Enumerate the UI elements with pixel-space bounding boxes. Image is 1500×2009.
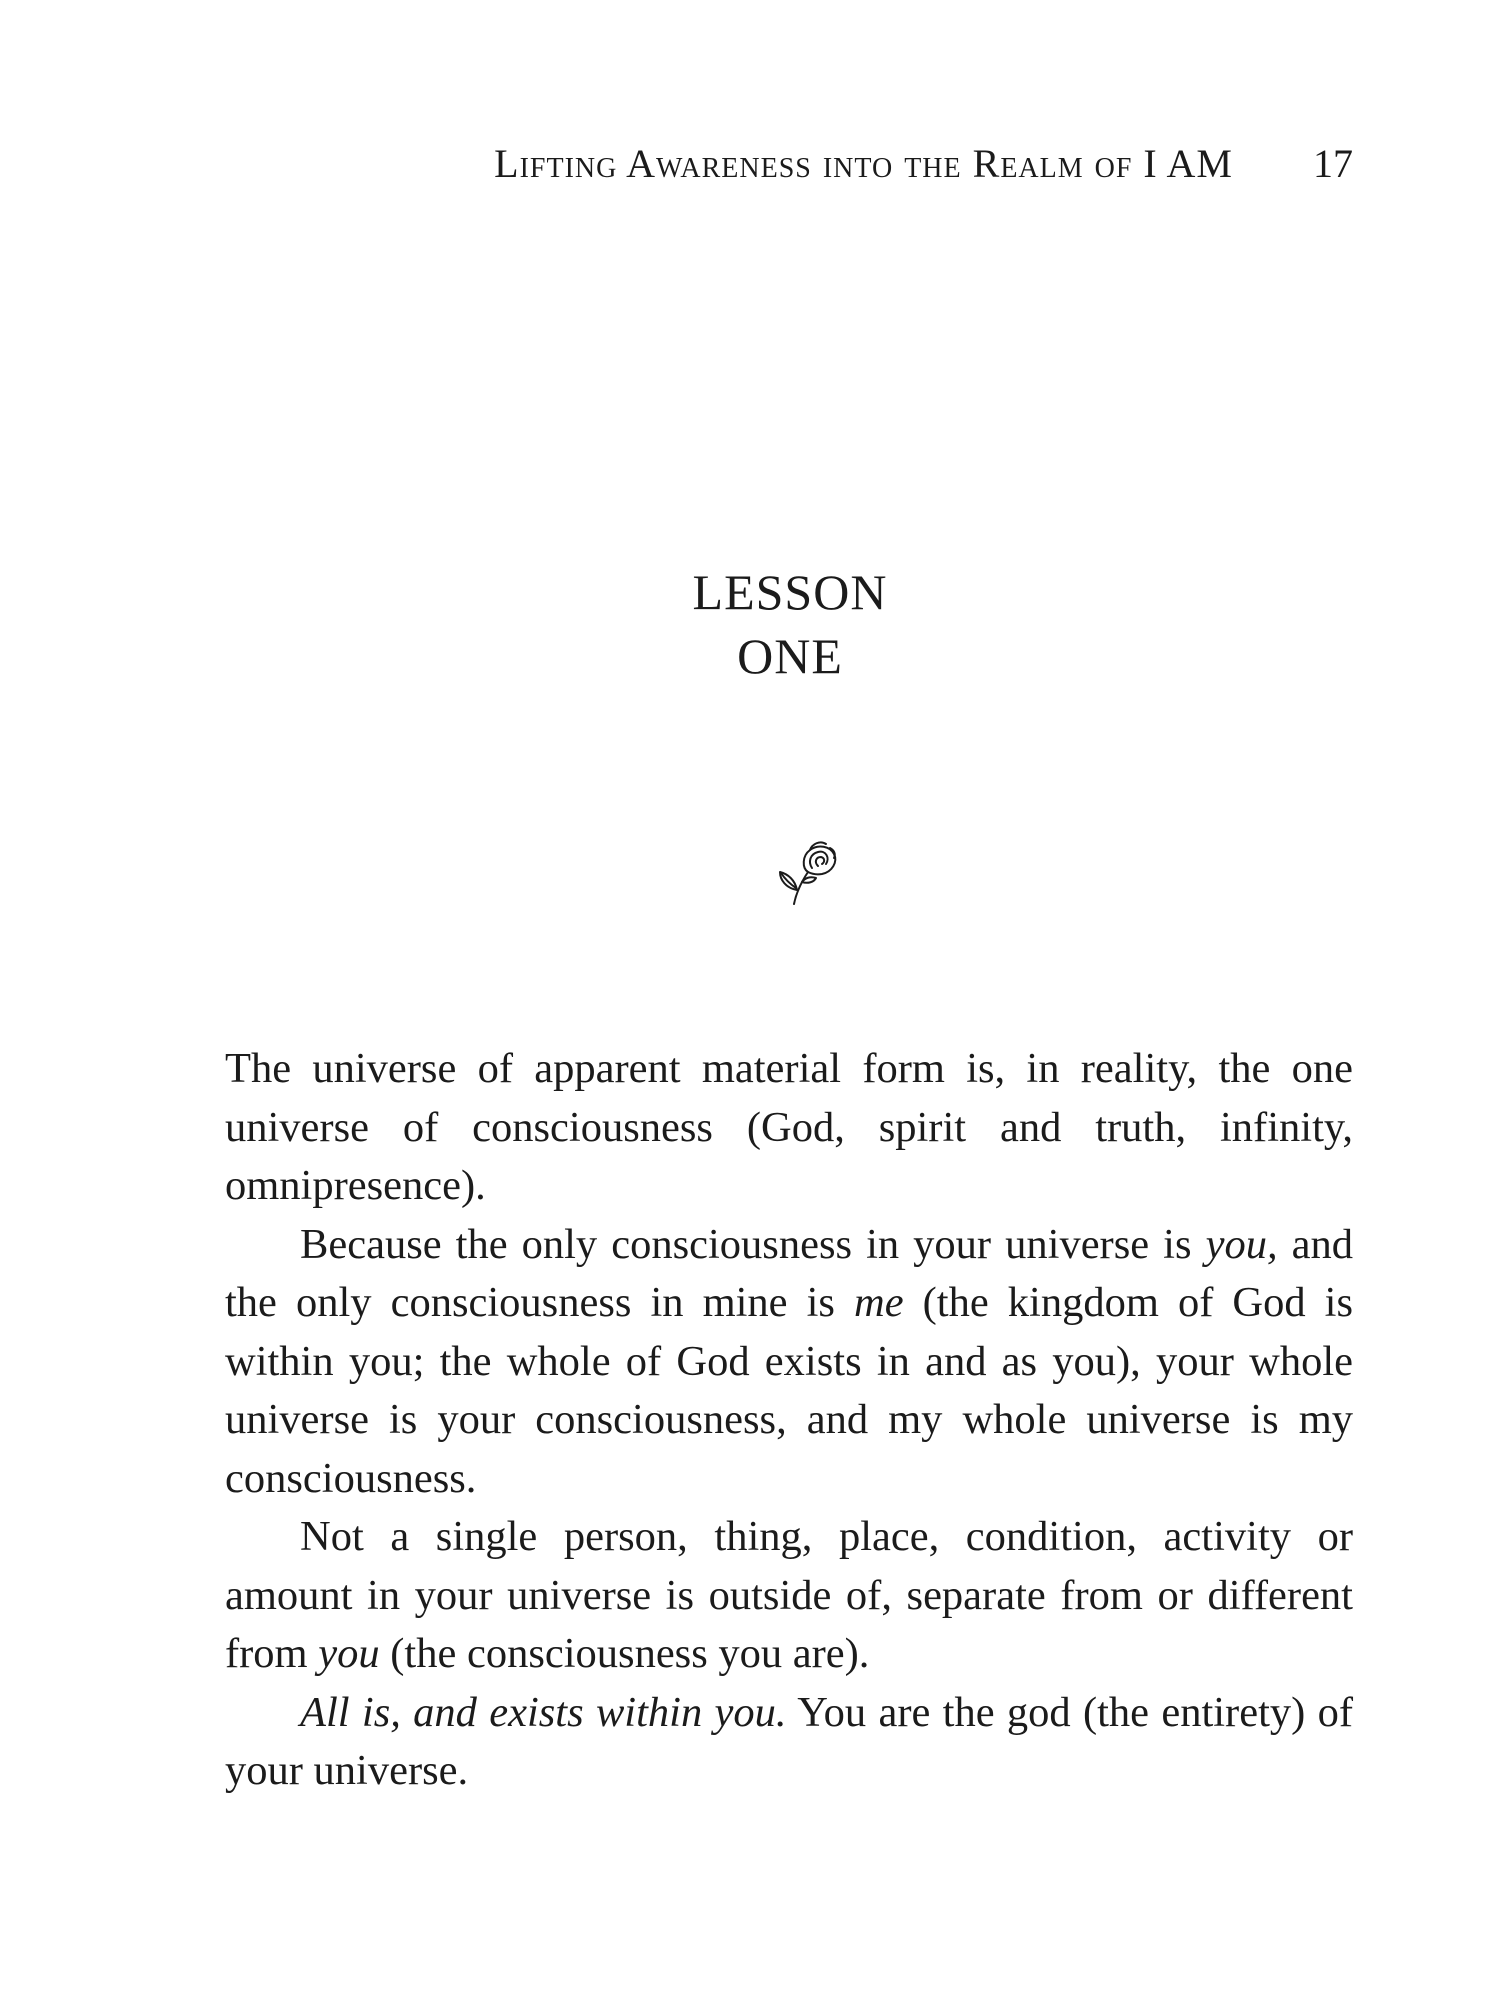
paragraph-2-text-b: and the only consciousness in mine is	[225, 1220, 1353, 1326]
paragraph-4	[225, 1684, 1353, 1801]
paragraph-2-emphasis-you: you,	[1205, 1220, 1278, 1268]
lesson-heading-line-2: ONE	[737, 628, 843, 684]
paragraph-4-emphasis: All is, and exists within you.	[300, 1688, 787, 1736]
lesson-body	[225, 1040, 1353, 1801]
lesson-heading-line-1: LESSON	[692, 564, 888, 620]
paragraph-3-emphasis-you: you	[318, 1630, 380, 1677]
paragraph-1	[225, 1040, 1353, 1216]
paragraph-1-text: The universe of apparent material form is, in reality, the one universe of consciousness (God, spirit and truth, infinity, omnipresence).	[225, 1045, 1353, 1209]
paragraph-3	[225, 1508, 1353, 1684]
paragraph-3-text-a: Not a single person, thing, place, condition, activity or amount in your universe is outside of, separate from or different from	[225, 1513, 1353, 1677]
paragraph-4-text: You are the god (the entirety) of your universe.	[225, 1688, 1353, 1794]
paragraph-3-text-b: (the consciousness you are).	[379, 1630, 870, 1677]
paragraph-2-emphasis-me: me	[854, 1279, 904, 1326]
lesson-heading	[0, 560, 1500, 688]
paragraph-2-text-a: Because the only consciousness in your universe is	[300, 1220, 1206, 1268]
running-title: Lifting Awareness into the Realm of I AM	[494, 141, 1233, 186]
running-header	[355, 140, 1353, 200]
paragraph-2-text-c: (the kingdom of God is within you; the whole of God exists in and as you), your whole universe is your consciousness, and my whole universe is my consciousness.	[225, 1279, 1353, 1502]
paragraph-2	[225, 1216, 1353, 1509]
page-number: 17	[1313, 141, 1353, 186]
rose-ornament-icon	[772, 828, 844, 908]
